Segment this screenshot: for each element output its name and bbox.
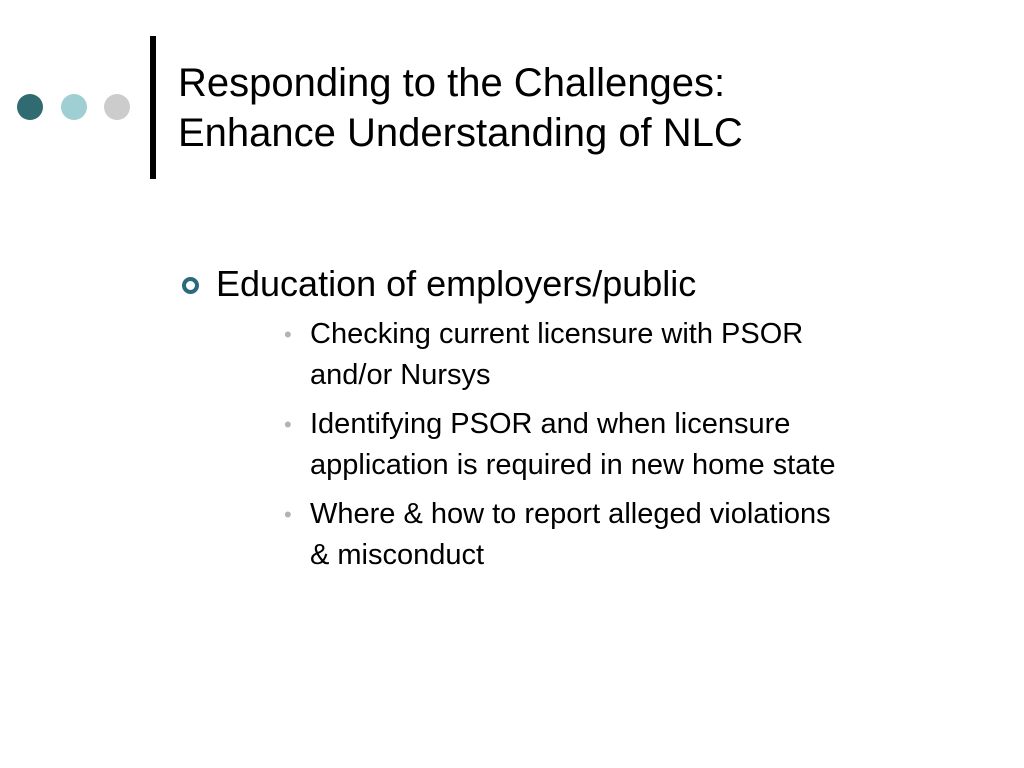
dot-bullet-icon: •: [284, 502, 292, 527]
sub-bullet-line: Where & how to report alleged violations: [310, 498, 831, 530]
sub-bullet-line: application is required in new home state: [310, 449, 836, 481]
sub-bullet-line: Checking current licensure with PSOR: [310, 318, 804, 350]
slide-title-line-2: Enhance Understanding of NLC: [178, 111, 743, 155]
sub-bullet-line: & misconduct: [310, 539, 485, 571]
sub-bullet-item: [284, 404, 958, 486]
decorative-dot-light-icon: [61, 94, 87, 120]
decorative-dot-gray-icon: [104, 94, 130, 120]
slide-title-line-1: Responding to the Challenges:: [178, 61, 726, 105]
sub-bullet-item: [284, 494, 958, 576]
slide-title: [178, 58, 978, 158]
bullet-item: [178, 262, 958, 306]
dot-bullet-icon: •: [284, 412, 292, 437]
dot-bullet-icon: •: [284, 322, 292, 347]
decorative-dot-dark-icon: [17, 94, 43, 120]
sub-bullet-line: Identifying PSOR and when licensure: [310, 408, 791, 440]
title-divider-bar: [150, 36, 156, 179]
slide-body: [178, 262, 958, 584]
sub-bullet-item: [284, 314, 958, 396]
ring-bullet-icon: [182, 277, 199, 294]
sub-bullet-line: and/or Nursys: [310, 359, 491, 391]
bullet-text: Education of employers/public: [216, 263, 697, 304]
sub-bullet-list: [178, 314, 958, 576]
